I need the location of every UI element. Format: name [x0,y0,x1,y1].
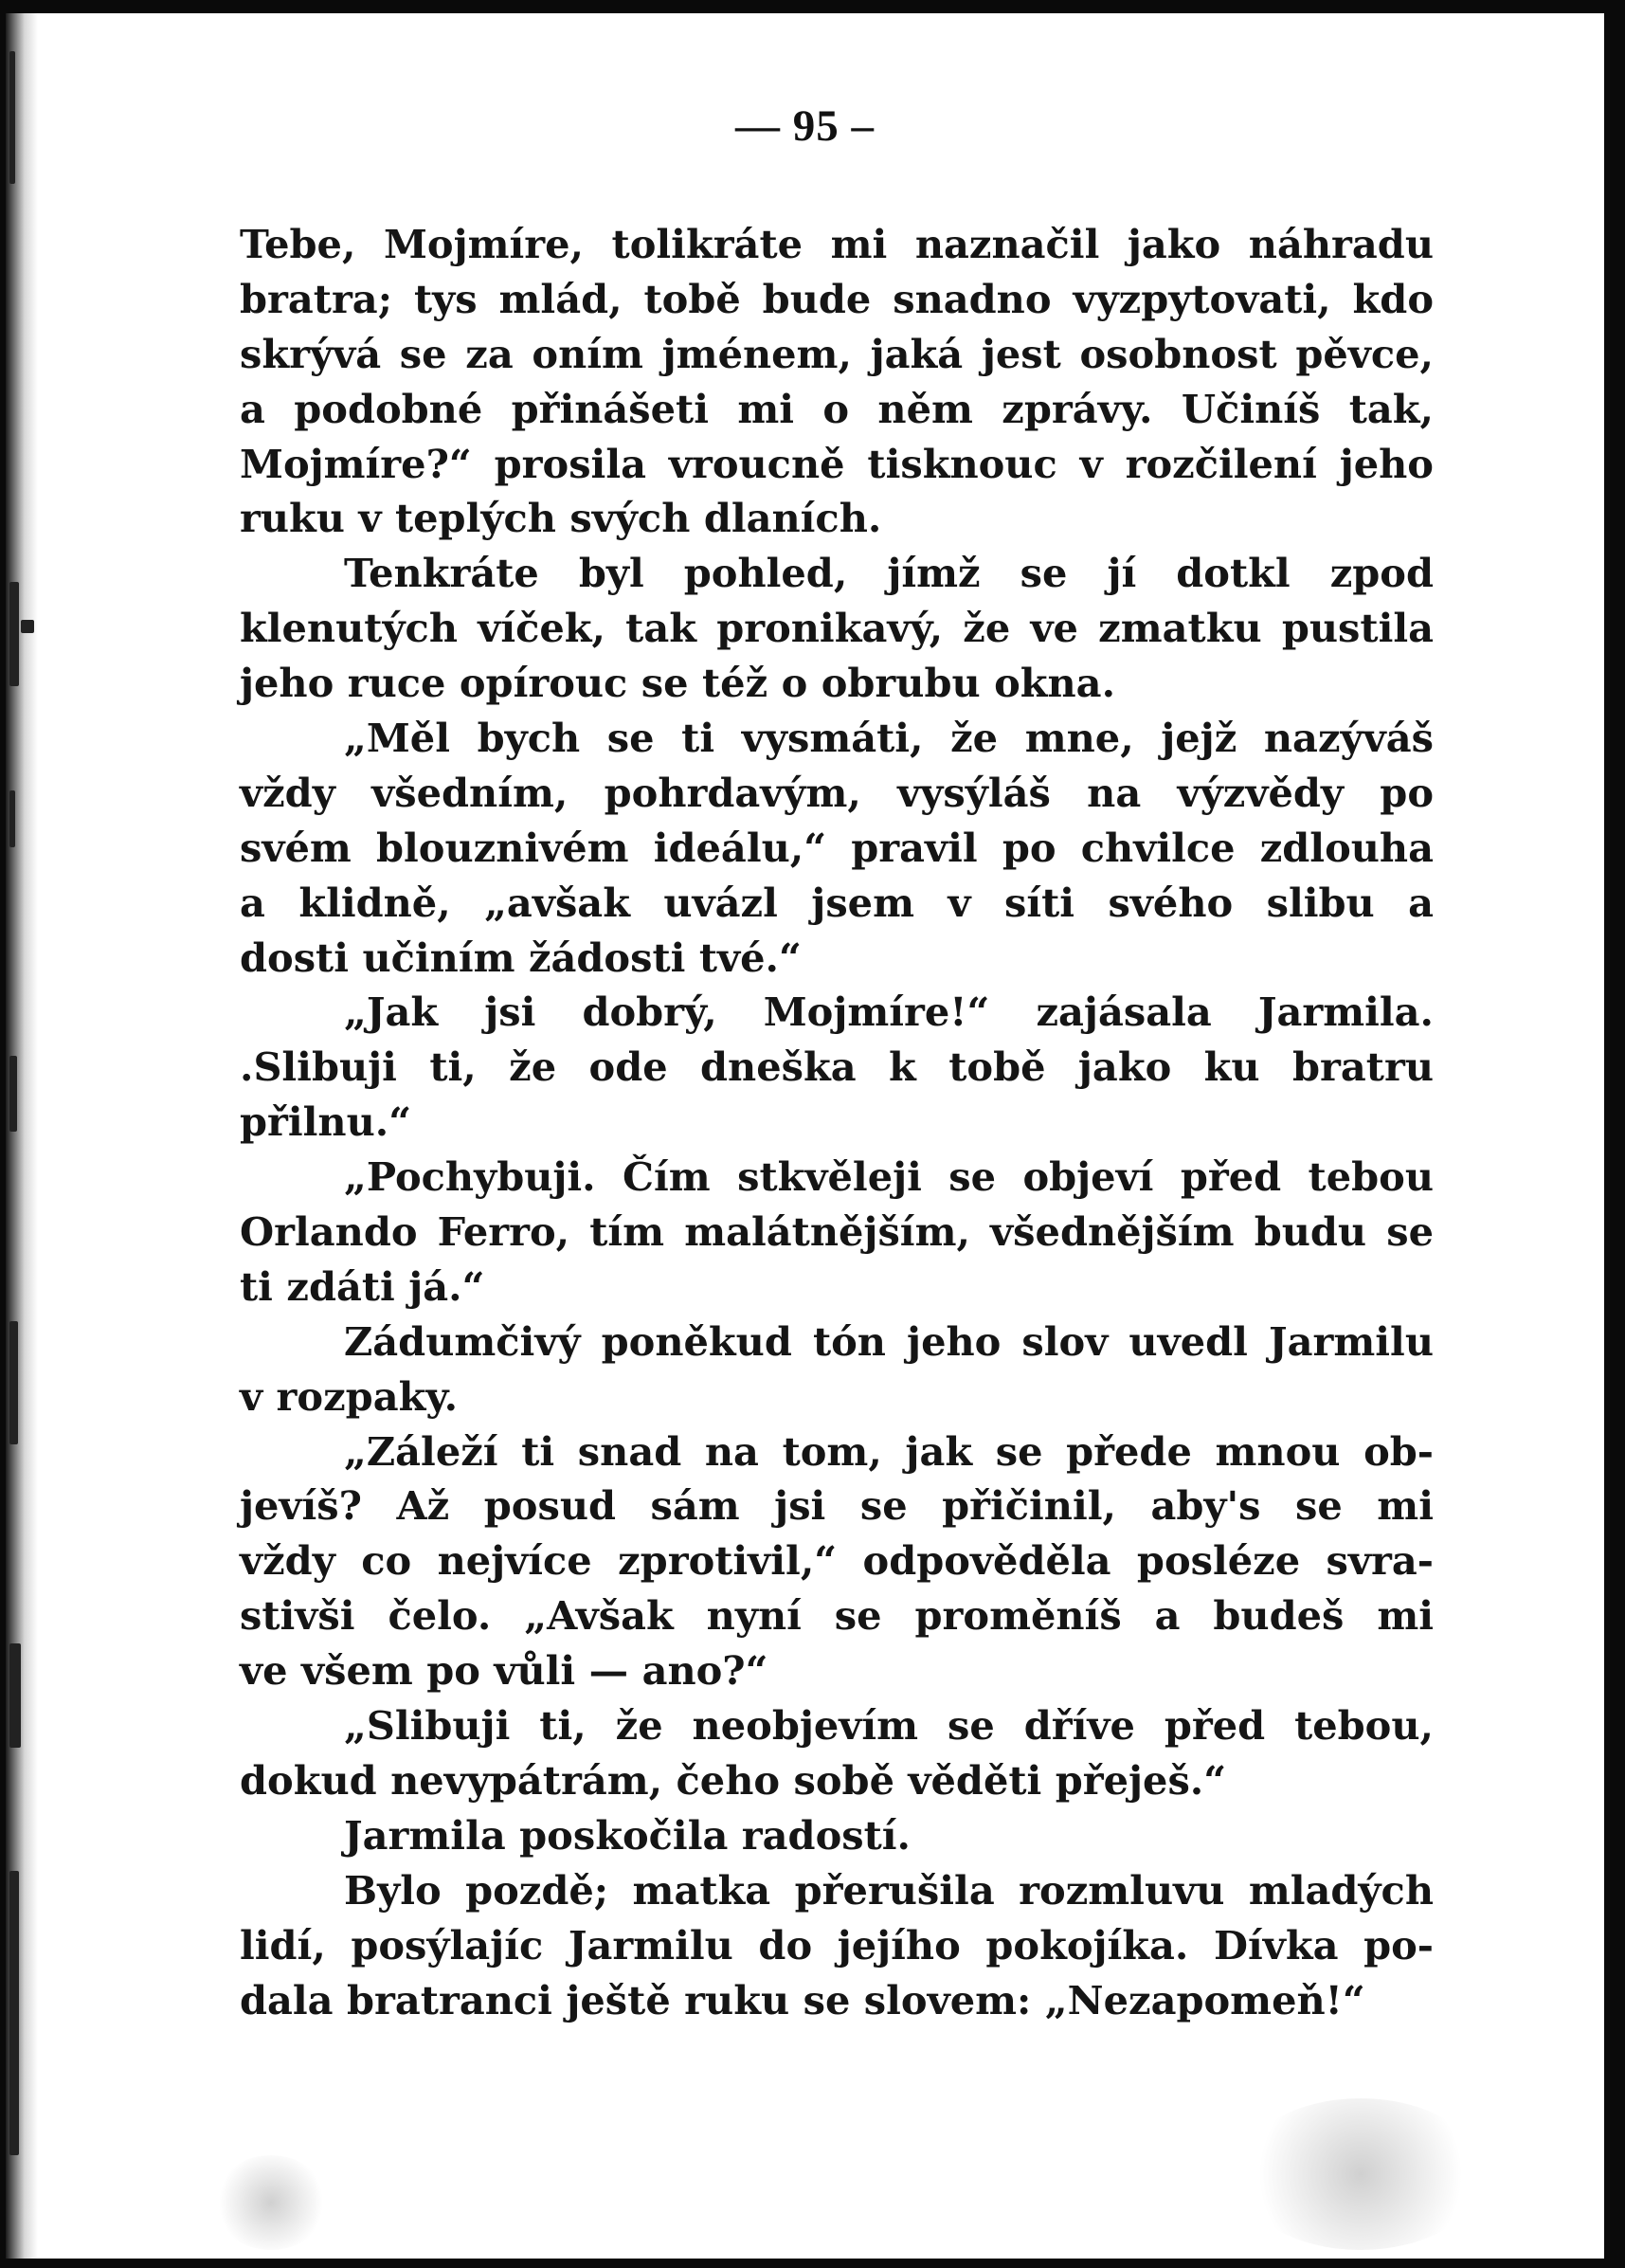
text-line: Orlando Ferro, tím malátnějším, všednějším budu se [240,1208,1434,1256]
paragraph [240,1150,1434,1315]
binding-edge-marks [9,13,36,2259]
text-line: jevíš? Až posud sám jsi se přičinil, aby's se mi [240,1482,1434,1530]
text-line: „Jak jsi dobrý, Mojmíre!“ zajásala Jarmila. [344,989,1434,1036]
text-line: a podobné přinášeti mi o něm zprávy. Učiníš tak, [240,385,1434,432]
text-line: Jarmila poskočila radostí. [344,1811,912,1859]
text-line: Mojmíre?“ prosila vroucně tisknouc v rozčilení jeho [240,440,1434,487]
text-line: přilnu.“ [240,1098,412,1146]
paragraph [240,217,1434,546]
text-line: v rozpaky. [240,1372,459,1420]
text-line: stivši čelo. „Avšak nyní se proměníš a budeš mi [240,1592,1434,1640]
text-line: lidí, posýlajíc Jarmilu do jejího pokojíka. Dívka po- [240,1921,1434,1969]
text-line: „Slibuji ti, že neobjevím se dříve před tebou, [344,1702,1434,1750]
paragraph [240,985,1434,1150]
text-line: .Slibuji ti, že ode dneška k tobě jako ku bratru [240,1043,1434,1091]
text-line: ve všem po vůli — ano?“ [240,1647,768,1695]
paragraph [240,711,1434,985]
text-line: skrývá se za oním jménem, jaká jest osobnost pěvce, [240,330,1434,377]
text-line: Tebe, Mojmíre, tolikráte mi naznačil jako náhradu [240,221,1434,267]
text-line: Bylo pozdě; matka přerušila rozmluvu mladých [344,1866,1434,1914]
paragraph [240,546,1434,711]
text-line: dosti učiním žádosti tvé.“ [240,934,802,981]
text-line: vždy všedním, pohrdavým, vysýláš na výzvědy po [240,769,1434,816]
text-line: dala bratranci ještě ruku se slovem: „Nezapomeň!“ [240,1976,1365,2023]
text-line: Tenkráte byl pohled, jímž se jí dotkl zpod [344,550,1434,597]
paragraph [240,1424,1434,1698]
text-line: dokud nevypátrám, čeho sobě věděti přeješ.“ [240,1756,1227,1804]
paper-smudge [1237,2098,1484,2250]
text-line: bratra; tys mlád, tobě bude snadno vyzpytovati, kdo [240,275,1434,322]
text-line: ruku v teplých svých dlaních. [240,495,882,542]
text-line: klenutých víček, tak pronikavý, že ve zmatku pustila [240,605,1434,652]
paragraph [240,1808,1434,1863]
paper-smudge [214,2155,328,2250]
text-line: vždy co nejvíce zprotivil,“ odpověděla posléze svra- [240,1537,1434,1585]
text-line: „Záleží ti snad na tom, jak se přede mnou ob- [344,1427,1434,1475]
text-line: a klidně, „avšak uvázl jsem v síti svého slibu a [240,879,1434,926]
paragraph [240,1863,1434,2028]
paragraph [240,1315,1434,1424]
page-number: — 95 – [735,101,875,151]
body-text [240,217,1434,2027]
paragraph [240,1698,1434,1808]
text-line: ti zdáti já.“ [240,1262,485,1310]
text-line: „Pochybuji. Čím stkvěleji se objeví před tebou [344,1153,1434,1201]
text-line: jeho ruce opírouc se též o obrubu okna. [240,660,1116,707]
text-line: svém blouznivém ideálu,“ pravil po chvilce zdlouha [240,824,1434,871]
text-line: Zádumčivý poněkud tón jeho slov uvedl Jarmilu [344,1317,1434,1365]
text-line: „Měl bych se ti vysmáti, že mne, jejž nazýváš [344,715,1434,762]
